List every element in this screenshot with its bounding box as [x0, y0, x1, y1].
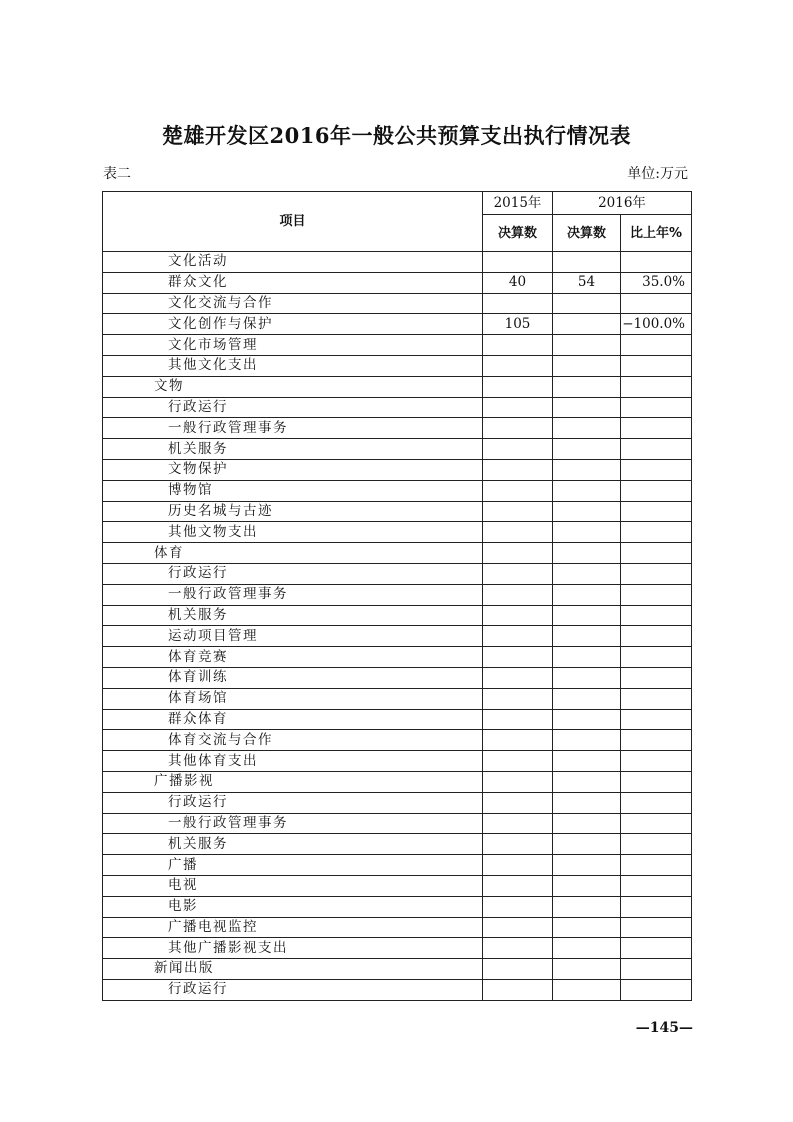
- value-2015: [483, 813, 553, 834]
- change-percent: [621, 647, 692, 668]
- header-final-2016: 决算数: [553, 215, 621, 252]
- table-row: [103, 979, 692, 1000]
- table-row: [103, 605, 692, 626]
- item-name: 文物保护: [103, 459, 483, 480]
- value-2016: [553, 688, 621, 709]
- change-percent: [621, 751, 692, 772]
- item-name: 一般行政管理事务: [103, 813, 483, 834]
- table-row: [103, 667, 692, 688]
- change-percent: [621, 626, 692, 647]
- change-percent: [621, 459, 692, 480]
- value-2015: [483, 293, 553, 314]
- value-2015: [483, 855, 553, 876]
- value-2016: [553, 792, 621, 813]
- item-name: 体育场馆: [103, 688, 483, 709]
- value-2015: [483, 522, 553, 543]
- value-2016: [553, 439, 621, 460]
- value-2016: [553, 605, 621, 626]
- value-2016: [553, 751, 621, 772]
- value-2015: [483, 439, 553, 460]
- item-name: 历史名城与古迹: [103, 501, 483, 522]
- value-2015: [483, 563, 553, 584]
- change-percent: [621, 252, 692, 273]
- change-percent: [621, 293, 692, 314]
- change-percent: [621, 959, 692, 980]
- item-name: 文化市场管理: [103, 335, 483, 356]
- item-name: 体育竞赛: [103, 647, 483, 668]
- value-2015: [483, 543, 553, 564]
- table-row: [103, 834, 692, 855]
- table-row: [103, 314, 692, 335]
- table-row: [103, 459, 692, 480]
- item-name: 其他文物支出: [103, 522, 483, 543]
- change-percent: [621, 730, 692, 751]
- item-name: 电视: [103, 875, 483, 896]
- value-2015: [483, 917, 553, 938]
- table-row: [103, 875, 692, 896]
- value-2015: [483, 252, 553, 273]
- value-2015: [483, 834, 553, 855]
- change-percent: [621, 938, 692, 959]
- table-row: [103, 688, 692, 709]
- table-row: [103, 813, 692, 834]
- change-percent: [621, 813, 692, 834]
- change-percent: [621, 855, 692, 876]
- header-year-2015: 2015年: [483, 192, 553, 215]
- value-2016: [553, 418, 621, 439]
- change-percent: [621, 563, 692, 584]
- value-2015: 40: [483, 272, 553, 293]
- item-name: 机关服务: [103, 605, 483, 626]
- value-2015: [483, 501, 553, 522]
- value-2015: [483, 647, 553, 668]
- value-2015: [483, 584, 553, 605]
- table-row: [103, 397, 692, 418]
- value-2016: [553, 376, 621, 397]
- change-percent: [621, 709, 692, 730]
- change-percent: [621, 896, 692, 917]
- value-2016: [553, 626, 621, 647]
- value-2016: [553, 543, 621, 564]
- table-row: [103, 376, 692, 397]
- value-2016: [553, 834, 621, 855]
- item-name: 博物馆: [103, 480, 483, 501]
- value-2015: [483, 397, 553, 418]
- value-2016: [553, 667, 621, 688]
- table-row: [103, 293, 692, 314]
- change-percent: [621, 875, 692, 896]
- item-name: 文化交流与合作: [103, 293, 483, 314]
- header-vs-last-year: 比上年%: [621, 215, 692, 252]
- item-name: 行政运行: [103, 563, 483, 584]
- value-2015: [483, 771, 553, 792]
- table-row: [103, 917, 692, 938]
- value-2015: [483, 480, 553, 501]
- item-name: 其他文化支出: [103, 355, 483, 376]
- table-row: [103, 272, 692, 293]
- item-name: 群众文化: [103, 272, 483, 293]
- value-2015: [483, 355, 553, 376]
- header-final-2015: 决算数: [483, 215, 553, 252]
- item-name: 广播电视监控: [103, 917, 483, 938]
- change-percent: [621, 335, 692, 356]
- value-2015: [483, 626, 553, 647]
- item-name: 新闻出版: [103, 959, 483, 980]
- item-name: 电影: [103, 896, 483, 917]
- value-2016: [553, 917, 621, 938]
- table-row: [103, 355, 692, 376]
- value-2015: [483, 792, 553, 813]
- value-2016: [553, 480, 621, 501]
- table-row: [103, 584, 692, 605]
- table-row: [103, 771, 692, 792]
- value-2016: [553, 397, 621, 418]
- table-row: [103, 543, 692, 564]
- value-2015: [483, 667, 553, 688]
- change-percent: [621, 917, 692, 938]
- value-2016: [553, 647, 621, 668]
- value-2016: [553, 501, 621, 522]
- table-row: [103, 792, 692, 813]
- change-percent: [621, 501, 692, 522]
- item-name: 体育交流与合作: [103, 730, 483, 751]
- table-row: [103, 522, 692, 543]
- change-percent: [621, 543, 692, 564]
- item-name: 广播影视: [103, 771, 483, 792]
- value-2015: 105: [483, 314, 553, 335]
- value-2016: [553, 959, 621, 980]
- change-percent: [621, 605, 692, 626]
- value-2016: [553, 293, 621, 314]
- expenditure-table: [102, 191, 692, 1001]
- change-percent: [621, 584, 692, 605]
- item-name: 其他广播影视支出: [103, 938, 483, 959]
- item-name: 文化活动: [103, 252, 483, 273]
- value-2015: [483, 418, 553, 439]
- value-2016: [553, 938, 621, 959]
- item-name: 体育: [103, 543, 483, 564]
- item-name: 行政运行: [103, 397, 483, 418]
- change-percent: [621, 376, 692, 397]
- value-2016: [553, 875, 621, 896]
- table-row: [103, 938, 692, 959]
- change-percent: [621, 480, 692, 501]
- table-row: [103, 418, 692, 439]
- item-name: 运动项目管理: [103, 626, 483, 647]
- page-title: 楚雄开发区2016年一般公共预算支出执行情况表: [162, 123, 631, 148]
- table-header: [103, 192, 692, 252]
- value-2015: [483, 605, 553, 626]
- value-2016: [553, 563, 621, 584]
- header-year-2016: 2016年: [553, 192, 692, 215]
- value-2016: [553, 584, 621, 605]
- item-name: 广播: [103, 855, 483, 876]
- change-percent: [621, 979, 692, 1000]
- value-2015: [483, 875, 553, 896]
- value-2016: [553, 813, 621, 834]
- item-name: 群众体育: [103, 709, 483, 730]
- value-2016: [553, 709, 621, 730]
- table-row: [103, 855, 692, 876]
- value-2015: [483, 959, 553, 980]
- change-percent: [621, 439, 692, 460]
- value-2016: [553, 314, 621, 335]
- value-2016: [553, 459, 621, 480]
- table-row: [103, 501, 692, 522]
- value-2015: [483, 376, 553, 397]
- table-row: [103, 751, 692, 772]
- table-row: [103, 480, 692, 501]
- value-2016: [553, 771, 621, 792]
- change-percent: [621, 792, 692, 813]
- value-2016: 54: [553, 272, 621, 293]
- page-number: —145—: [635, 1020, 693, 1036]
- table-number: 表二: [103, 166, 131, 182]
- value-2015: [483, 896, 553, 917]
- change-percent: [621, 667, 692, 688]
- change-percent: [621, 418, 692, 439]
- table-row: [103, 709, 692, 730]
- unit-label: 单位:万元: [627, 166, 688, 182]
- table-row: [103, 647, 692, 668]
- item-name: 机关服务: [103, 834, 483, 855]
- item-name: 一般行政管理事务: [103, 418, 483, 439]
- value-2015: [483, 979, 553, 1000]
- table-row: [103, 730, 692, 751]
- value-2016: [553, 522, 621, 543]
- value-2015: [483, 730, 553, 751]
- change-percent: [621, 522, 692, 543]
- value-2016: [553, 855, 621, 876]
- item-name: 行政运行: [103, 792, 483, 813]
- value-2016: [553, 730, 621, 751]
- item-name: 行政运行: [103, 979, 483, 1000]
- value-2015: [483, 688, 553, 709]
- value-2016: [553, 335, 621, 356]
- item-name: 其他体育支出: [103, 751, 483, 772]
- value-2016: [553, 896, 621, 917]
- item-name: 体育训练: [103, 667, 483, 688]
- table-row: [103, 626, 692, 647]
- item-name: 文化创作与保护: [103, 314, 483, 335]
- table-row: [103, 252, 692, 273]
- table-row: [103, 563, 692, 584]
- item-name: 一般行政管理事务: [103, 584, 483, 605]
- value-2016: [553, 355, 621, 376]
- value-2015: [483, 709, 553, 730]
- table-row: [103, 959, 692, 980]
- table-row: [103, 335, 692, 356]
- change-percent: [621, 355, 692, 376]
- value-2015: [483, 751, 553, 772]
- value-2016: [553, 252, 621, 273]
- header-item: 项目: [103, 192, 483, 252]
- change-percent: [621, 688, 692, 709]
- value-2015: [483, 938, 553, 959]
- change-percent: [621, 397, 692, 418]
- change-percent: [621, 771, 692, 792]
- item-name: 机关服务: [103, 439, 483, 460]
- value-2016: [553, 979, 621, 1000]
- table-row: [103, 439, 692, 460]
- item-name: 文物: [103, 376, 483, 397]
- change-percent: −100.0%: [621, 314, 692, 335]
- table-row: [103, 896, 692, 917]
- value-2015: [483, 335, 553, 356]
- change-percent: 35.0%: [621, 272, 692, 293]
- table-body: [103, 252, 692, 1001]
- value-2015: [483, 459, 553, 480]
- change-percent: [621, 834, 692, 855]
